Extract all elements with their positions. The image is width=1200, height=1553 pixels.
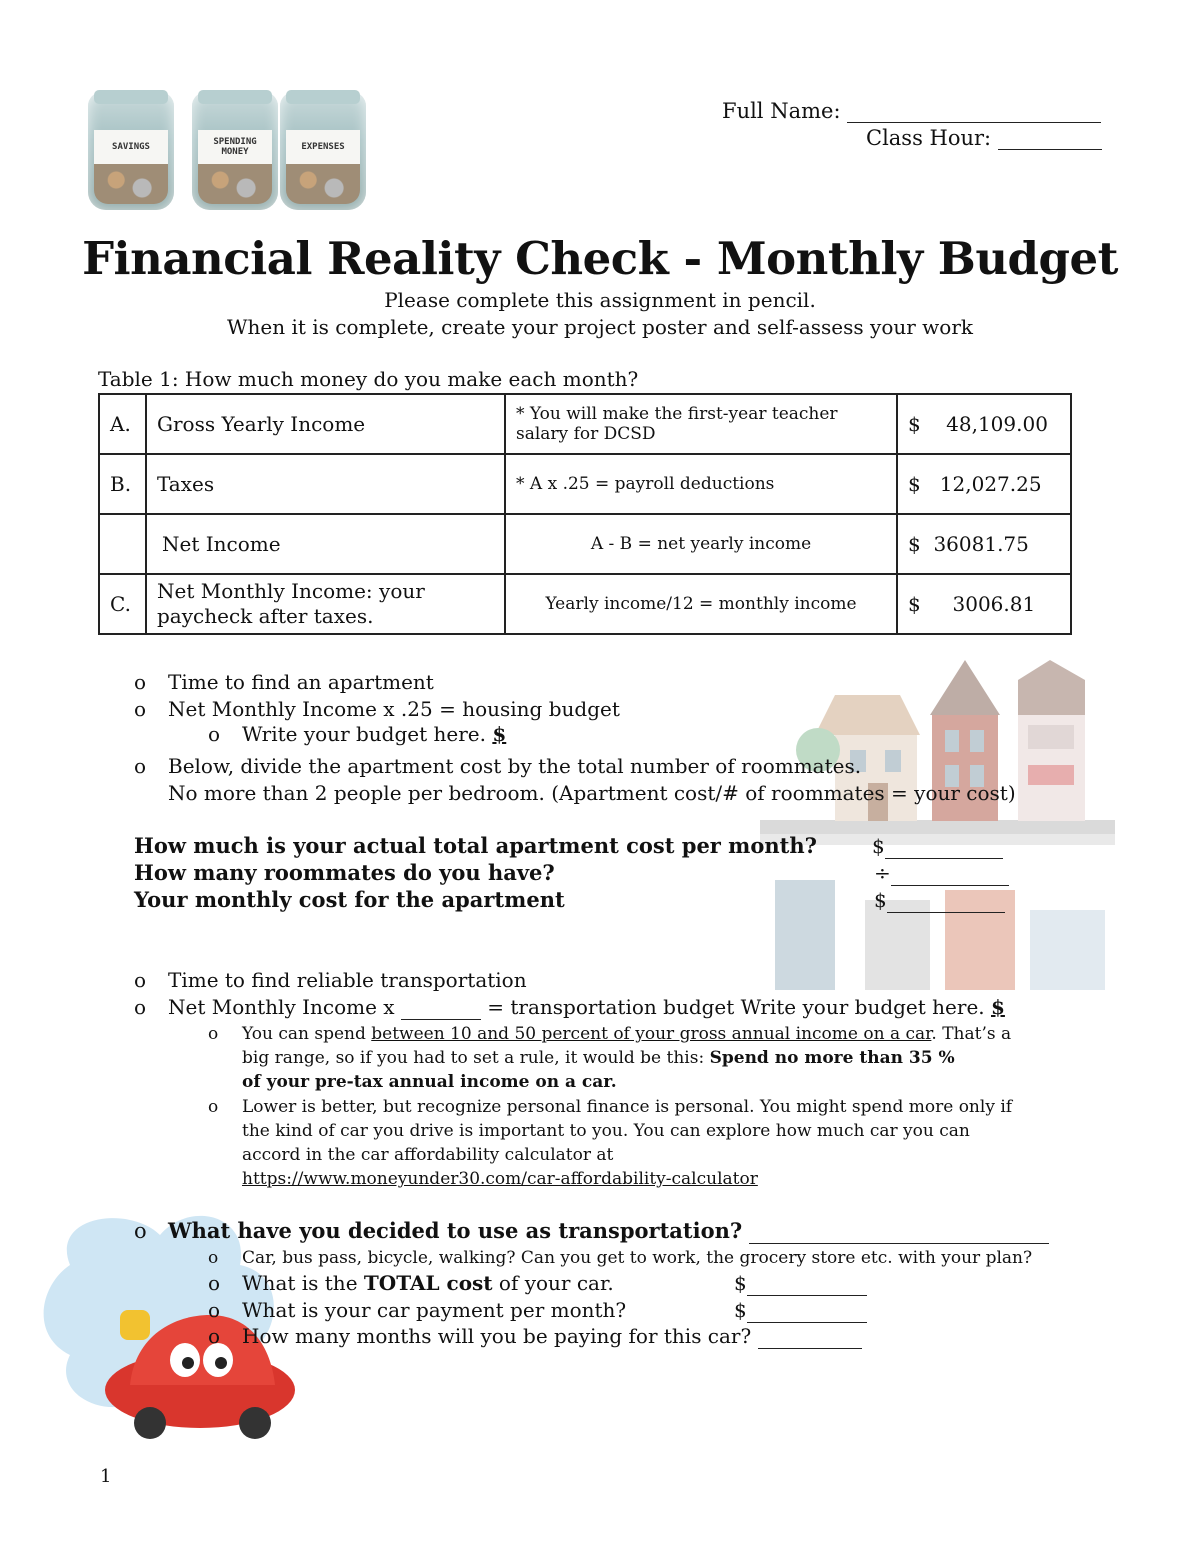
- table-row: [99, 394, 1071, 454]
- answer-blank[interactable]: [749, 1223, 1049, 1244]
- row-amount: $ 12,027.25: [897, 454, 1071, 514]
- housing-item-2: [134, 696, 620, 722]
- answer-blank[interactable]: [891, 865, 1009, 886]
- bullet-marker: o: [208, 722, 221, 746]
- sub-text: . That’s a: [931, 1024, 1012, 1044]
- rule-text: Spend no more than 35 %: [709, 1048, 955, 1068]
- housing-budget-label: Write your budget here.: [242, 722, 493, 746]
- housing-item-text: Below, divide the apartment cost by the total number of roommates.: [168, 754, 862, 778]
- answer-prefix: $: [872, 834, 885, 858]
- row-note: Yearly income/12 = monthly income: [505, 574, 897, 634]
- rule-text: of your pre-tax annual income on a car.: [242, 1072, 617, 1092]
- row-label: Gross Yearly Income: [146, 394, 505, 454]
- transport-item-1: [134, 967, 527, 993]
- car-payment-question: [208, 1297, 626, 1323]
- savings-jars-image: [70, 85, 390, 210]
- sub-text: big range, so if you had to set a rule, it would be this:: [242, 1048, 710, 1068]
- expenses-jar: [280, 92, 366, 210]
- question-text: What have you decided to use as transportation?: [168, 1218, 743, 1243]
- answer-prefix: $: [874, 888, 887, 912]
- car-total-cost-blank[interactable]: [734, 1270, 867, 1296]
- question-bold-text: TOTAL cost: [363, 1271, 493, 1295]
- apartment-cost-question: How much is your actual total apartment cost per month?: [134, 833, 817, 858]
- bullet-marker: o: [134, 995, 147, 1019]
- bullet-marker: o: [208, 1024, 219, 1044]
- question-text: How many months will you be paying for this car?: [242, 1324, 752, 1348]
- bullet-marker: o: [208, 1324, 221, 1348]
- row-letter: [99, 514, 146, 574]
- answer-blank[interactable]: [885, 838, 1003, 859]
- bullet-marker: o: [134, 697, 147, 721]
- jar-label: SPENDING MONEY: [198, 130, 272, 164]
- roommates-blank[interactable]: [874, 860, 1009, 886]
- instructions-line-2: When it is complete, create your project poster and self-assess your work: [226, 315, 974, 339]
- row-amount: $ 3006.81: [897, 574, 1071, 634]
- houses-image: [760, 655, 1115, 845]
- transport-decision-sub: [208, 1246, 1032, 1270]
- housing-item-1: [134, 669, 434, 695]
- answer-prefix: $: [734, 1298, 747, 1322]
- row-label: Net Income: [146, 514, 505, 574]
- class-hour-field[interactable]: [866, 126, 1102, 150]
- sub-text: Car, bus pass, bicycle, walking? Can you get to work, the grocery store etc. with your plan?: [242, 1248, 1033, 1268]
- question-text: What is the: [242, 1271, 364, 1295]
- question-text: What is your car payment per month?: [242, 1298, 627, 1322]
- table-row: [99, 514, 1071, 574]
- row-letter: B.: [99, 454, 146, 514]
- car-payment-blank[interactable]: [734, 1297, 867, 1323]
- row-amount: $ 48,109.00: [897, 394, 1071, 454]
- monthly-apartment-blank[interactable]: [874, 887, 1005, 913]
- row-note: * You will make the first-year teacher salary for DCSD: [505, 394, 897, 454]
- table-row: [99, 454, 1071, 514]
- table-caption: Table 1: How much money do you make each month?: [98, 367, 639, 391]
- transport-sub-2: [208, 1095, 1108, 1191]
- row-label: Net Monthly Income: your paycheck after taxes.: [146, 574, 505, 634]
- sub-text: accord in the car affordability calculator at: [242, 1145, 614, 1165]
- row-note: A - B = net yearly income: [505, 514, 897, 574]
- bullet-marker: o: [134, 754, 147, 778]
- bullet-marker: o: [134, 968, 147, 992]
- row-amount: $ 36081.75: [897, 514, 1071, 574]
- row-letter: A.: [99, 394, 146, 454]
- bullet-marker: o: [208, 1271, 221, 1295]
- housing-budget-line[interactable]: [208, 721, 506, 747]
- sub-link-text[interactable]: between 10 and 50 percent of your gross annual income on a car: [371, 1024, 932, 1044]
- housing-item-text: Time to find an apartment: [168, 670, 434, 694]
- income-table: [98, 393, 1072, 635]
- row-letter: C.: [99, 574, 146, 634]
- bullet-marker: o: [134, 670, 147, 694]
- row-note: * A x .25 = payroll deductions: [505, 454, 897, 514]
- jar-label: EXPENSES: [286, 130, 360, 164]
- sub-text: the kind of car you drive is important to you. You can explore how much car you can: [242, 1121, 970, 1141]
- answer-blank[interactable]: [887, 892, 1005, 913]
- transport-decision-question[interactable]: [134, 1218, 1049, 1244]
- savings-jar: [88, 92, 174, 210]
- housing-item-text: Net Monthly Income x .25 = housing budget: [168, 697, 620, 721]
- page-title: Financial Reality Check - Monthly Budget: [82, 232, 1118, 285]
- sub-text: You can spend: [242, 1024, 372, 1044]
- answer-blank[interactable]: [747, 1275, 867, 1296]
- page-number: 1: [100, 1466, 112, 1487]
- car-total-cost-question: [208, 1270, 614, 1296]
- question-text: of your car.: [492, 1271, 614, 1295]
- class-hour-blank[interactable]: [998, 129, 1102, 150]
- bullet-marker: o: [208, 1298, 221, 1322]
- answer-prefix: ÷: [874, 861, 891, 885]
- spending-jar: [192, 92, 278, 210]
- transport-budget-dollar[interactable]: $: [991, 995, 1005, 1019]
- bullet-marker: o: [134, 1219, 147, 1243]
- jar-label: SAVINGS: [94, 130, 168, 164]
- row-label: Taxes: [146, 454, 505, 514]
- sub-text: Lower is better, but recognize personal finance is personal. You might spend more only if: [242, 1097, 1013, 1117]
- transport-item-text: Net Monthly Income x: [168, 995, 401, 1019]
- transport-sub-1: [208, 1022, 1098, 1094]
- bullet-marker: o: [208, 1248, 219, 1268]
- transport-item-text: = transportation budget Write your budget here.: [480, 995, 991, 1019]
- answer-blank[interactable]: [747, 1302, 867, 1323]
- full-name-label: Full Name:: [722, 99, 841, 123]
- housing-item-4: No more than 2 people per bedroom. (Apartment cost/# of roommates = your cost): [168, 781, 1016, 805]
- apartment-cost-blank[interactable]: [872, 833, 1003, 859]
- housing-item-3: [134, 753, 861, 779]
- transport-item-2[interactable]: [134, 994, 1005, 1020]
- class-hour-label: Class Hour:: [866, 126, 992, 150]
- transport-percent-blank[interactable]: [401, 999, 481, 1020]
- answer-blank[interactable]: [758, 1328, 862, 1349]
- housing-budget-dollar[interactable]: $: [492, 722, 507, 746]
- full-name-field[interactable]: [722, 99, 1101, 123]
- calculator-link[interactable]: https://www.moneyunder30.com/car-affordability-calculator: [242, 1169, 758, 1189]
- roommates-question: How many roommates do you have?: [134, 860, 555, 885]
- car-months-question[interactable]: [208, 1323, 862, 1349]
- transport-item-text: Time to find reliable transportation: [168, 968, 527, 992]
- full-name-blank[interactable]: [847, 102, 1101, 123]
- bullet-marker: o: [208, 1097, 219, 1117]
- monthly-apartment-question: Your monthly cost for the apartment: [134, 887, 565, 912]
- instructions-line-1: Please complete this assignment in pencil.: [384, 288, 816, 312]
- answer-prefix: $: [734, 1271, 747, 1295]
- table-row: [99, 574, 1071, 634]
